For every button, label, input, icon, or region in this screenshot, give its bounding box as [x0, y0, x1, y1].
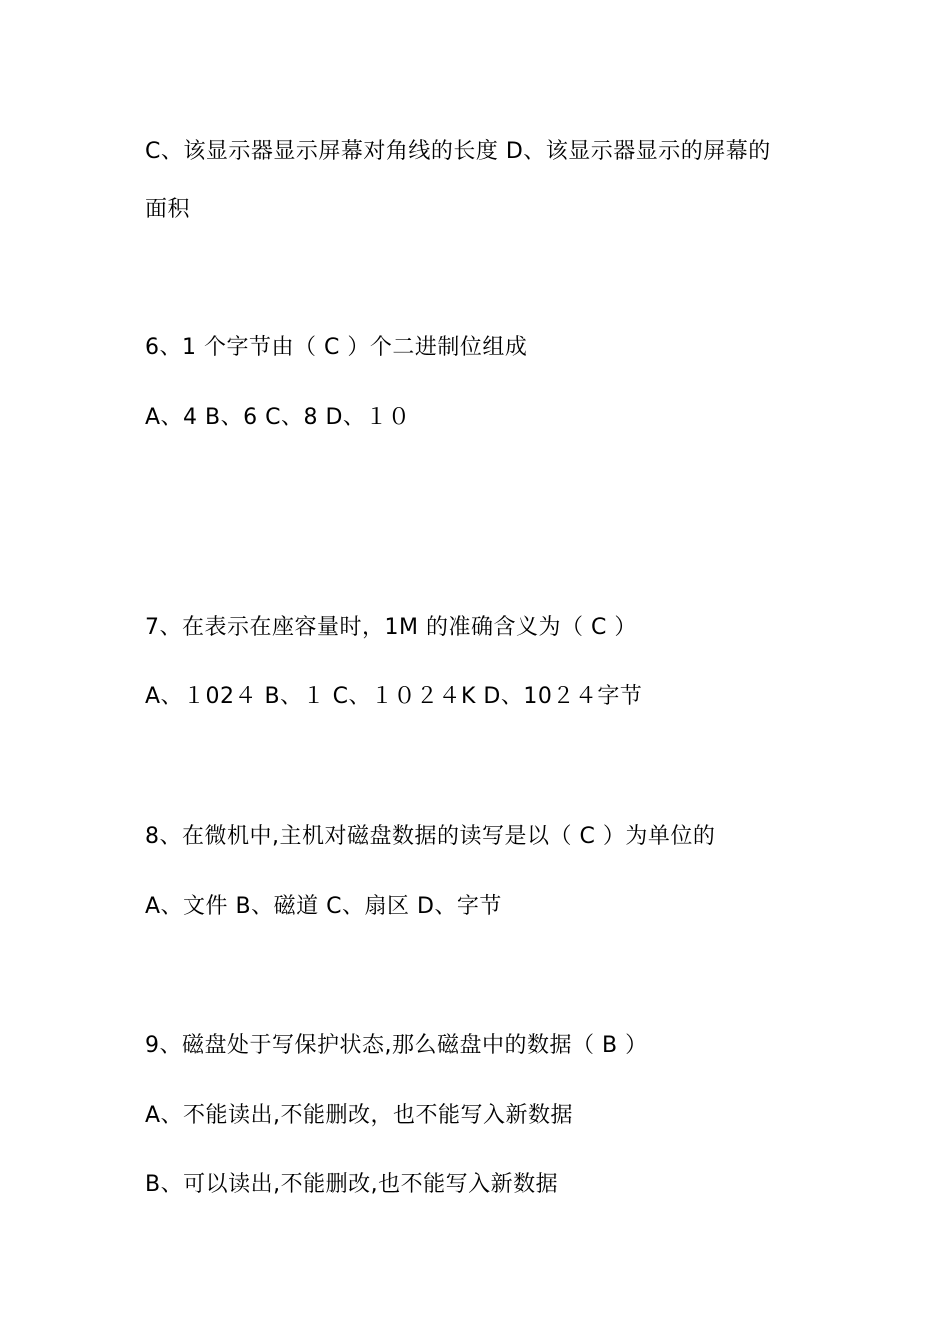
question-9-option-a: A、不能读出,不能删改，也不能写入新数据	[145, 1103, 574, 1128]
question-5-option-c-d: C、该显示器显示屏幕对角线的长度 D、该显示器显示的屏幕的	[145, 139, 771, 164]
question-6-options: A、4 B、6 C、8 D、１０	[145, 405, 411, 430]
question-9-option-b: B、可以读出,不能删改,也不能写入新数据	[145, 1172, 559, 1197]
question-7-text: 7、在表示在座容量时，1M 的准确含义为（ C ）	[145, 615, 637, 640]
question-6-text: 6、1 个字节由（ C ）个二进制位组成	[145, 335, 528, 360]
question-8-options: A、文件 B、磁道 C、扇区 D、字节	[145, 894, 502, 919]
question-9-text: 9、磁盘处于写保护状态,那么磁盘中的数据（ B ）	[145, 1033, 648, 1058]
question-8-text: 8、在微机中,主机对磁盘数据的读写是以（ C ）为单位的	[145, 824, 716, 849]
question-7-options: A、１02４ B、１ C、１０２４K D、10２４字节	[145, 684, 643, 709]
question-5-option-d-continued: 面积	[145, 197, 191, 222]
